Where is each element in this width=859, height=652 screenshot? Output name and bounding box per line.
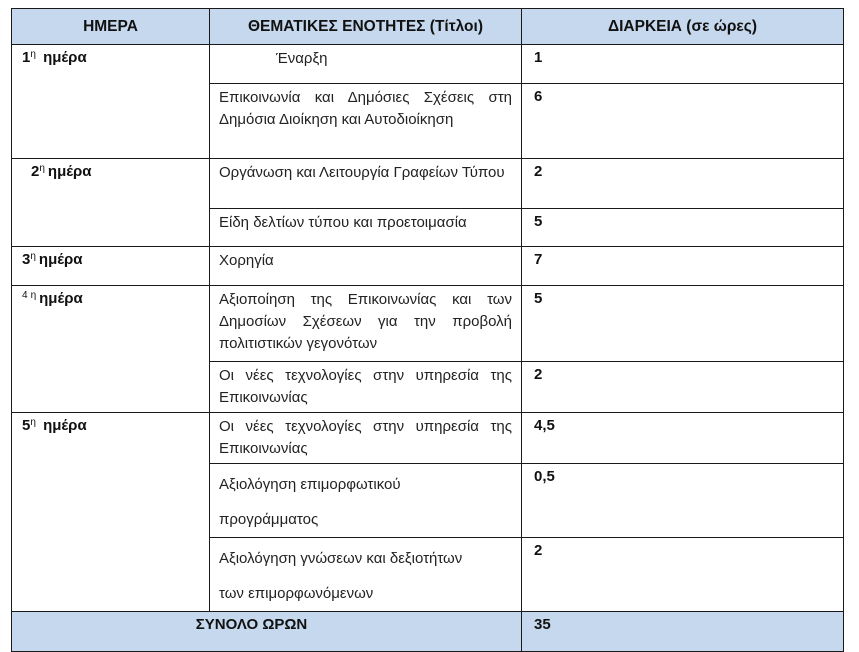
total-hours: 35 (522, 612, 844, 652)
table-row (12, 45, 844, 84)
topic-cell: Έναρξη (210, 45, 522, 84)
total-label: ΣΥΝΟΛΟ ΩΡΩΝ (12, 612, 522, 652)
header-topics: ΘΕΜΑΤΙΚΕΣ ΕΝΟΤΗΤΕΣ (Τίτλοι) (210, 9, 522, 45)
topic-cell: Αξιολόγηση γνώσεων και δεξιοτήτων των επιμορφωνόμενων (210, 538, 522, 612)
day-cell: $3^\eta$ ημέρα (12, 247, 210, 286)
duration-cell: 1 (522, 45, 844, 84)
topic-cell: Οργάνωση και Λειτουργία Γραφείων Τύπου (210, 159, 522, 209)
header-duration: ΔΙΑΡΚΕΙΑ (σε ώρες) (522, 9, 844, 45)
day-cell: $2^\eta$ ημέρα (12, 159, 210, 247)
topic-cell: Αξιοποίηση της Επικοινωνίας και των Δημοσίων Σχέσεων για την προβολή πολιτιστικών γεγονότων (210, 286, 522, 362)
duration-cell: 5 (522, 209, 844, 247)
table-row (12, 286, 844, 362)
header-day: ΗΜΕΡΑ (12, 9, 210, 45)
topic-cell: Οι νέες τεχνολογίες στην υπηρεσία της Επικοινωνίας (210, 413, 522, 464)
day-cell: $5^\eta$ ημέρα (12, 413, 210, 612)
duration-cell: 6 (522, 84, 844, 159)
duration-cell: 5 (522, 286, 844, 362)
day-cell: $^4$ $^\eta$ ημέρα (12, 286, 210, 413)
topic-cell: Επικοινωνία και Δημόσιες Σχέσεις στη Δημόσια Διοίκηση και Αυτοδιοίκηση (210, 84, 522, 159)
topic-cell: Είδη δελτίων τύπου και προετοιμασία (210, 209, 522, 247)
duration-cell: 7 (522, 247, 844, 286)
header-row (12, 9, 844, 45)
topic-cell: Αξιολόγηση επιμορφωτικού προγράμματος (210, 464, 522, 538)
total-row (12, 612, 844, 652)
training-schedule-table (11, 8, 844, 652)
topic-cell: Χορηγία (210, 247, 522, 286)
day-cell: $1^\eta$ ημέρα (12, 45, 210, 159)
table-row (12, 159, 844, 209)
duration-cell: 0,5 (522, 464, 844, 538)
table-row (12, 247, 844, 286)
duration-cell: 4,5 (522, 413, 844, 464)
duration-cell: 2 (522, 159, 844, 209)
duration-cell: 2 (522, 538, 844, 612)
topic-cell: Οι νέες τεχνολογίες στην υπηρεσία της Επικοινωνίας (210, 362, 522, 413)
duration-cell: 2 (522, 362, 844, 413)
table-row (12, 413, 844, 464)
